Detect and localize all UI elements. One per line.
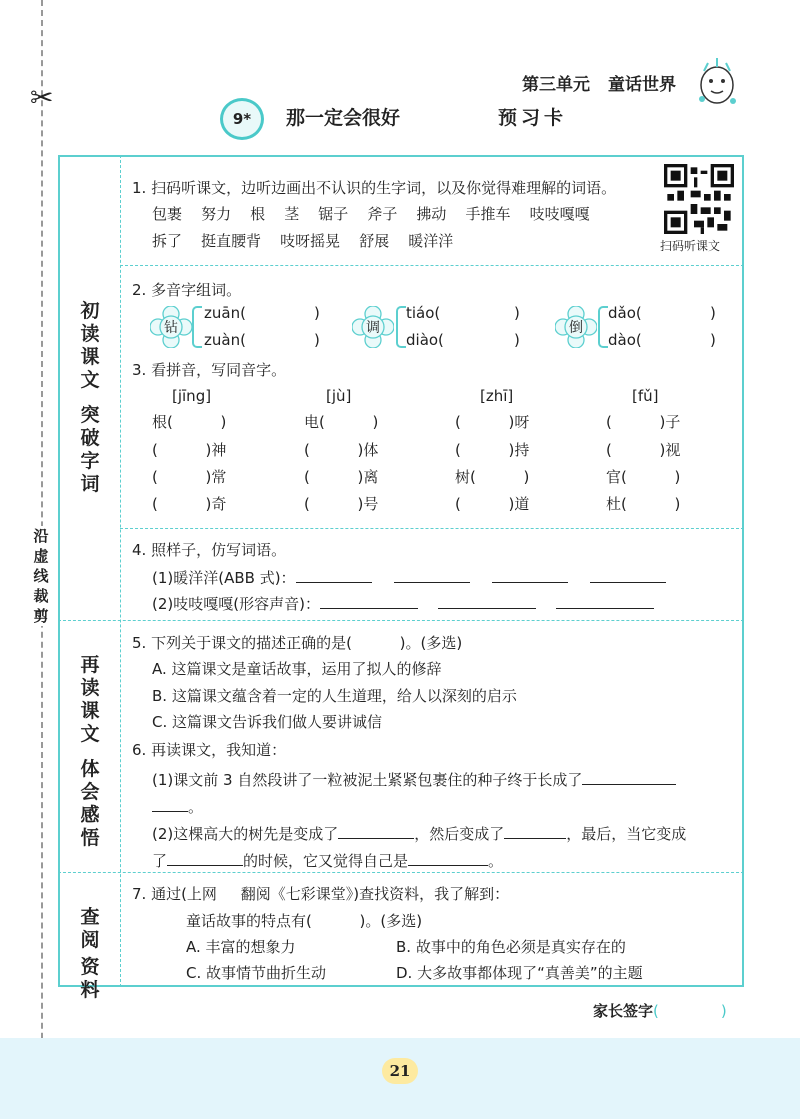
flower-badge-icon: 调 <box>352 306 394 348</box>
homophone-item: ( )子 <box>606 413 681 431</box>
category-first-reading: 初 读 课 文 突 破 字 词 <box>80 300 100 495</box>
q5-option-c: C. 这篇课文告诉我们做人要讲诚信 <box>152 713 383 731</box>
homophone-item: ( )体 <box>304 441 379 459</box>
q5-option-b: B. 这篇课文蕴含着一定的人生道理，给人以深刻的启示 <box>152 687 517 705</box>
pinyin-label: [jù] <box>326 387 352 405</box>
lesson-title: 那一定会很好 <box>286 107 401 129</box>
section-divider <box>58 872 744 873</box>
close-paren: ) <box>314 331 320 349</box>
polyphone-reading: tiáo( <box>406 304 441 322</box>
q7-option-c: C. 故事情节曲折生动 <box>186 964 327 982</box>
q6-item-2-continued: 了 的时候，它又觉得自己是 。 <box>152 849 503 871</box>
brace <box>396 306 406 348</box>
section-divider <box>120 528 744 529</box>
q7-option-b: B. 故事中的角色必须是真实存在的 <box>396 938 626 956</box>
q7-subquestion: 童话故事的特点有( )。(多选) <box>186 912 423 930</box>
cut-instruction: 沿 虚 线 裁 剪 <box>33 527 49 625</box>
qr-code-icon[interactable] <box>664 164 734 234</box>
homophone-item: ( )奇 <box>152 495 227 513</box>
unit-label: 第三单元 <box>522 75 590 95</box>
question-3: 3. 看拼音，写同音字。 <box>132 361 287 379</box>
question-1: 1. 扫码听课文，边听边画出不认识的生字词，以及你觉得难理解的词语。 <box>132 179 617 197</box>
question-7: 7. 通过(上网 翻阅《七彩课堂》)查找资料，我了解到： <box>132 885 510 903</box>
brace <box>598 306 608 348</box>
homophone-item: 杜( ) <box>606 495 681 513</box>
homophone-item: ( )离 <box>304 468 379 486</box>
lesson-number-badge: 9* <box>220 98 264 140</box>
q4-item-1: (1)暖洋洋(ABB 式)： <box>152 566 666 588</box>
close-paren: ) <box>710 331 716 349</box>
cartoon-character-icon <box>694 55 740 113</box>
flower-badge-icon: 倒 <box>555 306 597 348</box>
category-divider <box>120 155 121 987</box>
close-paren: ) <box>710 304 716 322</box>
homophone-item: ( )道 <box>455 495 530 513</box>
unit-theme: 童话世界 <box>608 75 676 95</box>
pinyin-label: [fǔ] <box>632 387 659 405</box>
polyphone-reading: dào( <box>608 331 642 349</box>
q6-item-2: (2)这棵高大的树先是变成了 ，然后变成了 ，最后，当它变成 <box>152 822 686 844</box>
pinyin-label: [jīng] <box>172 387 212 405</box>
qr-caption: 扫码听课文 <box>660 239 721 253</box>
card-label: 预习卡 <box>498 107 568 129</box>
homophone-item: 电( ) <box>304 413 379 431</box>
section-divider <box>58 620 744 621</box>
q6-item-1: (1)课文前 3 自然段讲了一粒被泥土紧紧包裹住的种子终于长成了 <box>152 768 676 790</box>
polyphone-reading: zuàn( <box>204 331 246 349</box>
homophone-item: ( )视 <box>606 441 681 459</box>
polyphone-reading: zuān( <box>204 304 246 322</box>
question-2: 2. 多音字组词。 <box>132 281 242 299</box>
homophone-item: ( )呀 <box>455 413 530 431</box>
q7-option-d: D. 大多故事都体现了“真善美”的主题 <box>396 964 643 982</box>
close-paren: ) <box>314 304 320 322</box>
homophone-item: ( )号 <box>304 495 379 513</box>
question-4: 4. 照样子，仿写词语。 <box>132 541 287 559</box>
polyphone-reading: diào( <box>406 331 444 349</box>
section-divider <box>120 265 744 266</box>
homophone-item: ( )持 <box>455 441 530 459</box>
homophone-item: 根( ) <box>152 413 227 431</box>
polyphone-reading: dǎo( <box>608 304 642 322</box>
homophone-item: ( )常 <box>152 468 227 486</box>
homophone-item: 树( ) <box>455 468 530 486</box>
close-paren: ) <box>514 331 520 349</box>
q1-words-line-1: 包裹 努力 根 茎 锯子 斧子 拂动 手推车 吱吱嘎嘎 <box>152 205 590 223</box>
parent-signature: 家长签字( ) <box>593 1002 727 1020</box>
homophone-item: 官( ) <box>606 468 681 486</box>
scissors-icon: ✂ <box>30 81 54 114</box>
category-research: 查 阅 资 料 <box>80 906 100 1001</box>
flower-badge-icon: 钻 <box>150 306 192 348</box>
close-paren: ) <box>514 304 520 322</box>
category-second-reading: 再 读 课 文 体 会 感 悟 <box>80 654 100 849</box>
q4-item-2: (2)吱吱嘎嘎(形容声音)： <box>152 592 654 614</box>
q7-option-a: A. 丰富的想象力 <box>186 938 296 956</box>
homophone-item: ( )神 <box>152 441 227 459</box>
page-number: 21 <box>382 1058 418 1084</box>
brace <box>192 306 202 348</box>
q5-option-a: A. 这篇课文是童话故事，运用了拟人的修辞 <box>152 660 442 678</box>
q6-item-1-continued: 。 <box>152 795 203 817</box>
question-5: 5. 下列关于课文的描述正确的是( )。(多选) <box>132 634 463 652</box>
pinyin-label: [zhī] <box>480 387 514 405</box>
question-6: 6. 再读课文，我知道： <box>132 741 287 759</box>
unit-heading <box>522 70 676 95</box>
q1-words-line-2: 拆了 挺直腰背 吱呀摇晃 舒展 暖洋洋 <box>152 232 454 250</box>
